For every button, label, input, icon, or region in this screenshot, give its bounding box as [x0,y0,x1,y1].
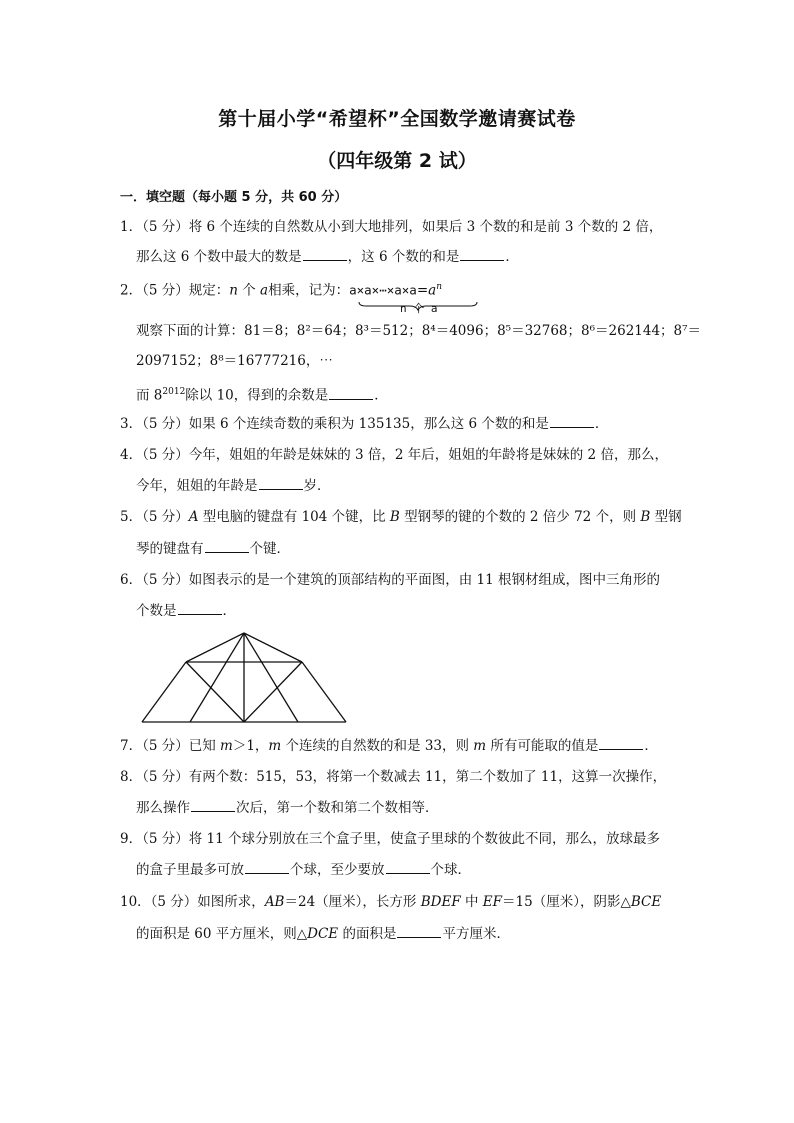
question-1-line-1: 1．（5 分）将 6 个连续的自然数从小到大地排列，如果后 3 个数的和是前 3 个数的 2 倍， [120,219,663,235]
answer-blank[interactable] [303,248,347,261]
answer-blank[interactable] [178,602,222,615]
product-expression: a×a×⋯×a×a [349,282,417,298]
page-subtitle: （四年级第 2 试） [317,150,477,172]
answer-blank[interactable] [460,248,504,261]
answer-blank[interactable] [245,861,289,874]
question-2-line-4: 而 $8^{2012}$除以 10，得到的余数是 ． [136,387,388,404]
answer-blank[interactable] [550,415,594,428]
question-10-line-1: 10．（5 分）如图所求，AB＝24（厘米），长方形 BDEF 中 EF＝15（厘米），阴影△BCE [120,894,662,910]
question-1-line-2: 那么这 6 个数中最大的数是 ，这 6 个数的和是 ． [136,249,519,265]
answer-blank[interactable] [259,477,303,490]
question-8-line-1: 8．（5 分）有两个数：515，53，将第一个数减去 11，第二个数加了 11，这算一次操作， [120,769,667,785]
figure-beam [186,662,244,722]
underbrace-label: n 个 a [400,302,438,315]
answer-blank[interactable] [329,387,373,400]
question-2-line-2: 观察下面的计算：81＝8；8²＝64；8³＝512；8⁴＝4096；8⁵＝32768；8⁶＝262144；8⁷＝ [136,323,702,339]
page-title: 第十届小学“希望杯”全国数学邀请赛试卷 [218,108,576,130]
question-4-line-1: 4．（5 分）今年，姐姐的年龄是妹妹的 3 倍，2 年后，姐姐的年龄将是妹妹的 2 倍，那么， [120,447,668,463]
question-3: 3．（5 分）如果 6 个连续奇数的乘积为 135135，那么这 6 个数的和是 ． [120,416,609,432]
question-6-line-1: 6．（5 分）如图表示的是一个建筑的顶部结构的平面图，由 11 根钢材组成，图中三角形的 [120,572,660,588]
question-9-line-2: 的盒子里最多可放 个球，至少要放 个球． [136,862,471,878]
answer-blank[interactable] [397,925,441,938]
figure-beam [142,662,186,722]
figure-beam [244,662,302,722]
question-9-line-1: 9．（5 分）将 11 个球分别放在三个盒子里，使盒子里球的个数彼此不同，那么，放球最多 [120,831,660,847]
question-4-line-2: 今年，姐姐的年龄是 岁． [136,478,331,494]
question-10-line-2: 的面积是 60 平方厘米，则△DCE 的面积是 平方厘米． [136,926,510,942]
question-6-line-2: 个数是 ． [136,603,236,619]
question-2-line-1: 2．（5 分）规定：n 个 a相乘，记为：$a\times a\times\cdots\times a\times a=a^n$ [120,282,442,299]
question-7: 7．（5 分）已知 m＞1，m 个连续的自然数的和是 33，则 m 所有可能取的值是 ． [120,738,658,754]
question-5-line-2: 琴的键盘有 个键． [136,541,290,557]
question-5-line-1: 5．（5 分）A 型电脑的键盘有 104 个键，比 B 型钢琴的键的个数的 2 倍少 72 个，则 B 型钢 [120,509,682,525]
answer-blank[interactable] [386,861,430,874]
question-8-line-2: 那么操作 次后，第一个数和第二个数相等． [136,800,439,816]
roof-structure-figure [140,630,350,726]
figure-beam [302,662,346,722]
section-heading: 一．填空题（每小题 5 分，共 60 分） [120,190,348,205]
answer-blank[interactable] [599,737,643,750]
answer-blank[interactable] [205,540,249,553]
answer-blank[interactable] [191,799,235,812]
question-2-line-3: 2097152；8⁸＝16777216，⋯ [136,353,333,369]
